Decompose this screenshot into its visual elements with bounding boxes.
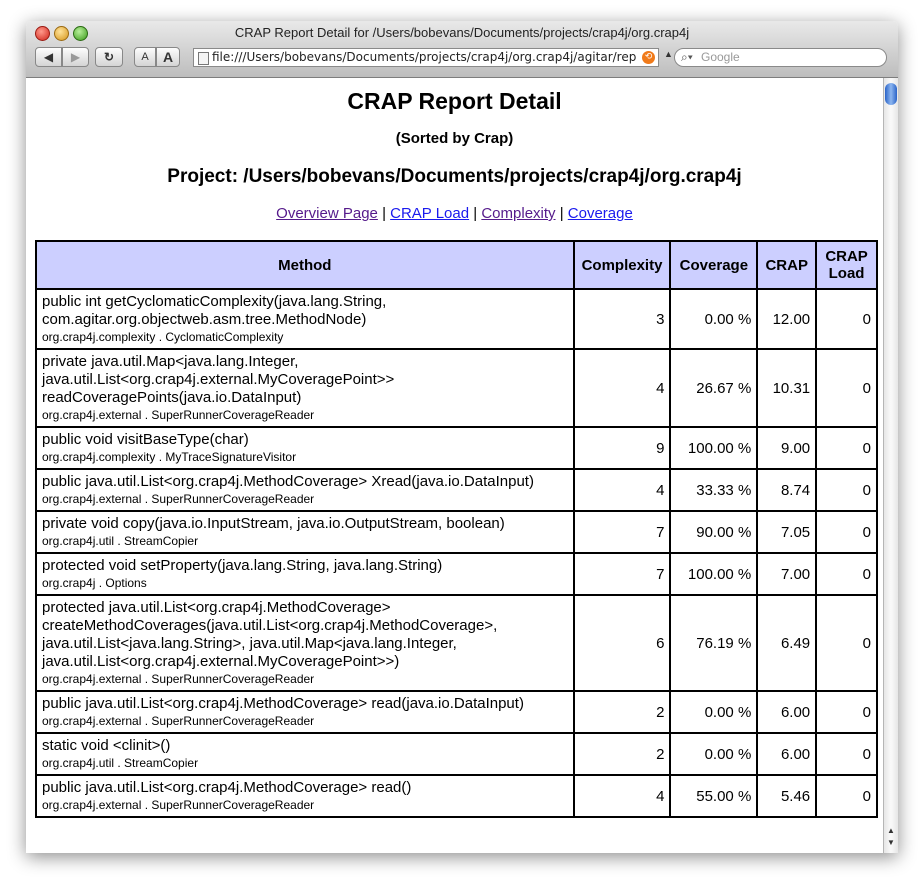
coverage-cell: 76.19 % [670, 595, 757, 691]
table-row [36, 553, 877, 595]
crap-cell: 8.74 [757, 469, 816, 511]
complexity-cell: 7 [574, 511, 671, 553]
table-row [36, 349, 877, 427]
method-class: org.crap4j.external . SuperRunnerCoverageReader [42, 492, 315, 506]
crap-report-table [35, 240, 878, 818]
method-cell [36, 289, 574, 349]
coverage-cell: 33.33 % [670, 469, 757, 511]
complexity-cell: 6 [574, 595, 671, 691]
method-cell [36, 511, 574, 553]
crap-load-cell: 0 [816, 469, 877, 511]
method-signature: public java.util.List<org.crap4j.MethodCoverage> read() [42, 779, 412, 796]
arrow-right-icon: ▶ [70, 50, 81, 64]
back-button[interactable] [35, 47, 62, 67]
search-icon: ⌕▾ [681, 50, 693, 64]
method-class: org.crap4j.util . StreamCopier [42, 534, 199, 548]
method-class: org.crap4j.complexity . CyclomaticComplexity [42, 330, 284, 344]
method-class: org.crap4j.external . SuperRunnerCoverageReader [42, 672, 315, 686]
crap-header: CRAP [757, 241, 816, 289]
coverage-header: Coverage [670, 241, 757, 289]
nav-separator: | [382, 205, 386, 222]
crap-cell: 12.00 [757, 289, 816, 349]
method-class: org.crap4j.external . SuperRunnerCoverageReader [42, 798, 315, 812]
method-cell [36, 553, 574, 595]
crap-cell: 10.31 [757, 349, 816, 427]
method-class: org.crap4j . Options [42, 576, 147, 590]
address-bar[interactable] [193, 48, 659, 67]
arrow-left-icon: ◀ [43, 50, 54, 64]
crap-load-cell: 0 [816, 553, 877, 595]
scroll-down-icon[interactable]: ▼ [887, 838, 895, 847]
forward-button[interactable] [62, 47, 89, 67]
complexity-cell: 4 [574, 469, 671, 511]
table-row [36, 595, 877, 691]
complexity-cell: 7 [574, 553, 671, 595]
coverage-cell: 55.00 % [670, 775, 757, 817]
overview-page-link[interactable]: Overview Page [276, 205, 378, 222]
crap-load-header: CRAP Load [816, 241, 877, 289]
page-content [26, 78, 883, 853]
crap-load-cell: 0 [816, 775, 877, 817]
method-cell [36, 469, 574, 511]
crap-load-cell: 0 [816, 289, 877, 349]
table-row [36, 427, 877, 469]
coverage-cell: 0.00 % [670, 733, 757, 775]
method-signature: public java.util.List<org.crap4j.MethodCoverage> Xread(java.io.DataInput) [42, 473, 534, 490]
crap-cell: 5.46 [757, 775, 816, 817]
complexity-header: Complexity [574, 241, 671, 289]
crap-cell: 7.05 [757, 511, 816, 553]
address-text: file:///Users/bobevans/Documents/projects/crap4j/org.crap4j/agitar/rep [212, 50, 637, 64]
complexity-cell: 2 [574, 733, 671, 775]
method-signature: public java.util.List<org.crap4j.MethodCoverage> read(java.io.DataInput) [42, 695, 524, 712]
method-class: org.crap4j.external . SuperRunnerCoverageReader [42, 408, 315, 422]
nav-separator: | [559, 205, 564, 222]
method-signature: private void copy(java.io.InputStream, java.io.OutputStream, boolean) [42, 515, 505, 532]
browser-window [26, 21, 898, 853]
address-dropdown-icon[interactable]: ▲ [664, 49, 673, 59]
method-cell [36, 427, 574, 469]
crap-load-cell: 0 [816, 733, 877, 775]
complexity-cell: 3 [574, 289, 671, 349]
browser-toolbar [26, 21, 898, 78]
table-header-row [36, 241, 877, 289]
complexity-cell: 2 [574, 691, 671, 733]
coverage-cell: 100.00 % [670, 553, 757, 595]
method-class: org.crap4j.complexity . MyTraceSignatureVisitor [42, 450, 297, 464]
scrollbar-thumb[interactable] [885, 83, 897, 105]
text-smaller-button[interactable]: A [134, 47, 156, 67]
table-row [36, 691, 877, 733]
coverage-link[interactable]: Coverage [567, 205, 633, 222]
crap-cell: 6.00 [757, 691, 816, 733]
window-title: CRAP Report Detail for /Users/bobevans/Documents/projects/crap4j/org.crap4j [234, 25, 690, 40]
scroll-up-icon[interactable]: ▲ [887, 826, 895, 835]
method-cell [36, 733, 574, 775]
table-row [36, 733, 877, 775]
method-cell [36, 775, 574, 817]
crap-load-cell: 0 [816, 349, 877, 427]
crap-load-cell: 0 [816, 595, 877, 691]
table-row [36, 775, 877, 817]
text-bigger-button[interactable]: A [156, 47, 180, 67]
coverage-cell: 26.67 % [670, 349, 757, 427]
project-heading: Project: /Users/bobevans/Documents/projects/crap4j/org.crap4j [167, 166, 742, 187]
search-placeholder: Google [701, 50, 740, 64]
go-icon[interactable]: ⟲ [642, 51, 655, 64]
complexity-cell: 4 [574, 349, 671, 427]
method-signature: public void visitBaseType(char) [42, 431, 249, 448]
page-subtitle: (Sorted by Crap) [395, 130, 514, 147]
method-signature: protected java.util.List<org.crap4j.MethodCoverage> createMethodCoverages(java.util.List<org.crap4j.MethodCoverage>, java.util.List<java.lang.String>, java.util.Map<java.lang.Integer, java.util.List<org.crap4j.external.MyCoveragePoint>>) [42, 599, 498, 670]
crap-load-cell: 0 [816, 691, 877, 733]
complexity-link[interactable]: Complexity [481, 205, 556, 222]
method-signature: private java.util.Map<java.lang.Integer, java.util.List<org.crap4j.external.MyCoveragePoint>> readCoveragePoints(java.io.DataInput) [42, 353, 395, 406]
coverage-cell: 90.00 % [670, 511, 757, 553]
crap-cell: 6.49 [757, 595, 816, 691]
table-row [36, 289, 877, 349]
file-icon [198, 52, 209, 65]
coverage-cell: 0.00 % [670, 289, 757, 349]
crap-load-link[interactable]: CRAP Load [390, 205, 470, 222]
report-nav [26, 205, 883, 222]
method-class: org.crap4j.external . SuperRunnerCoverageReader [42, 714, 315, 728]
reload-icon: ↻ [103, 50, 115, 64]
method-signature: static void <clinit>() [42, 737, 171, 754]
page-title: CRAP Report Detail [347, 88, 562, 114]
crap-load-cell: 0 [816, 427, 877, 469]
complexity-cell: 9 [574, 427, 671, 469]
table-row [36, 511, 877, 553]
coverage-cell: 0.00 % [670, 691, 757, 733]
vertical-scrollbar[interactable] [883, 78, 898, 853]
method-cell [36, 691, 574, 733]
table-row [36, 469, 877, 511]
search-field[interactable] [674, 48, 887, 67]
crap-cell: 7.00 [757, 553, 816, 595]
crap-cell: 6.00 [757, 733, 816, 775]
method-header: Method [36, 241, 574, 289]
crap-cell: 9.00 [757, 427, 816, 469]
method-cell [36, 349, 574, 427]
reload-button[interactable] [95, 47, 123, 67]
nav-separator: | [473, 205, 478, 222]
method-cell [36, 595, 574, 691]
method-signature: protected void setProperty(java.lang.String, java.lang.String) [42, 557, 443, 574]
coverage-cell: 100.00 % [670, 427, 757, 469]
crap-load-cell: 0 [816, 511, 877, 553]
method-class: org.crap4j.util . StreamCopier [42, 756, 199, 770]
method-signature: public int getCyclomaticComplexity(java.lang.String, com.agitar.org.objectweb.asm.tree.MethodNode) [42, 293, 387, 328]
complexity-cell: 4 [574, 775, 671, 817]
